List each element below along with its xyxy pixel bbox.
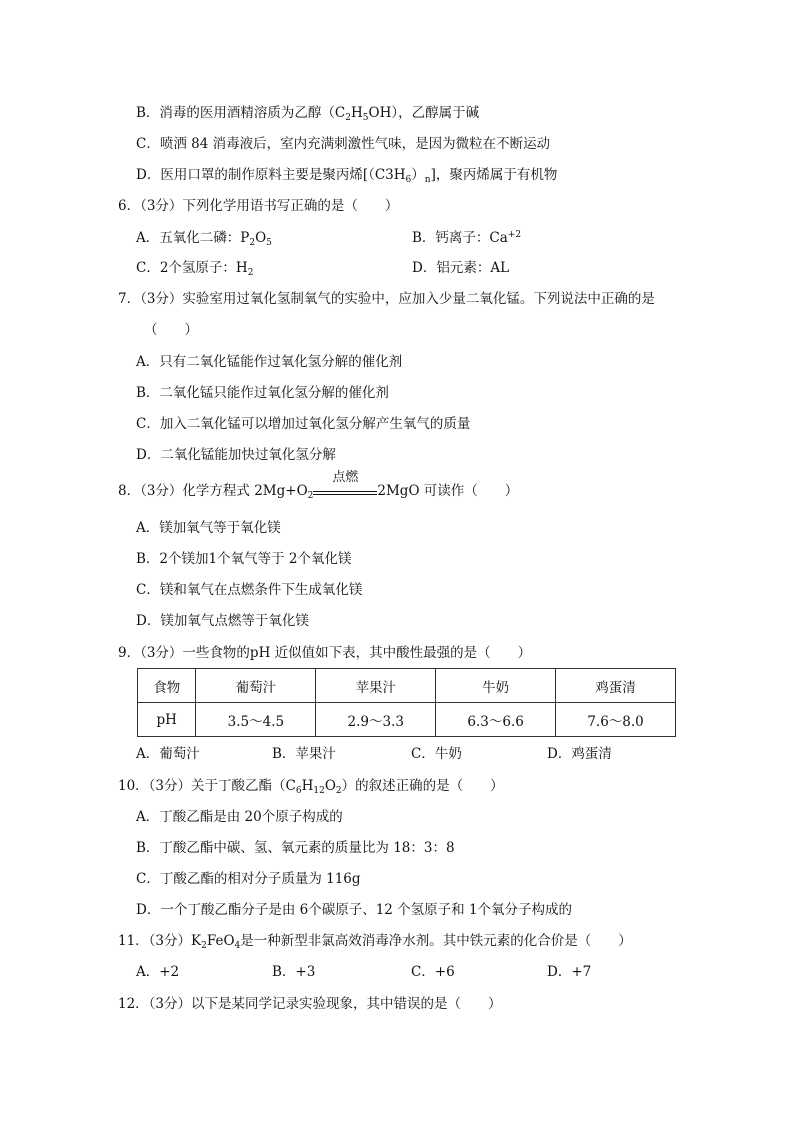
table-cell: pH [138, 703, 196, 737]
q11-option-c: C．+6 [411, 964, 455, 980]
q10-option-a: A．丁酸乙酯是由 20个原子构成的 [136, 809, 343, 825]
table-cell: 3.5～4.5 [196, 703, 316, 737]
q5-option-b-text: B．消毒的医用酒精溶质为乙醇（C [136, 105, 346, 121]
q9-option-b: B．苹果汁 [272, 746, 336, 762]
q8-option-d: D．镁加氧气点燃等于氧化镁 [136, 613, 309, 629]
q8-option-b: B．2个镁加1个氧气等于 2个氧化镁 [136, 551, 352, 567]
q9-stem: 9．（3分）一些食物的pH 近似值如下表，其中酸性最强的是（ ） [118, 645, 532, 661]
q10-option-b: B．丁酸乙酯中碳、氢、氧元素的质量比为 18：3：8 [136, 840, 455, 856]
q7-option-b: B．二氧化锰只能作过氧化氢分解的催化剂 [136, 385, 389, 401]
q11-stem-text: 是一种新型非氯高效消毒净水剂。其中铁元素的化合价是（ ） [240, 933, 632, 949]
table-cell: 2.9～3.3 [316, 703, 436, 737]
q8-stem [118, 470, 519, 501]
table-cell: 6.3～6.6 [436, 703, 556, 737]
q5-option-d-text: ） [411, 167, 425, 183]
subscript: 12 [313, 786, 325, 796]
q7-stem-continuation: （ ） [144, 322, 198, 338]
q6-option-c [136, 258, 253, 278]
subscript: 2 [345, 113, 351, 123]
q5-option-d-text: D．医用口罩的制作原料主要是聚丙烯[（C3H [136, 167, 406, 183]
subscript: 2 [247, 268, 254, 278]
q6-option-b [412, 228, 521, 248]
subscript: 4 [234, 941, 241, 951]
q7-option-c: C．加入二氧化锰可以增加过氧化氢分解产生氧气的质量 [136, 416, 471, 432]
q6-option-a-text: A．五氧化二磷：P [136, 230, 250, 246]
table-header-cell: 苹果汁 [316, 669, 436, 703]
q10-stem-text: 10．（3分）关于丁酸乙酯（C [118, 778, 296, 794]
q6-option-a-text: O [255, 230, 267, 246]
q7-option-a: A．只有二氧化锰能作过氧化氢分解的催化剂 [136, 354, 403, 370]
q6-option-c-text: C．2个氢原子：H [136, 260, 248, 276]
equals-bar [313, 491, 377, 492]
table-row [138, 669, 676, 703]
q8-stem-text: 8．（3分）化学方程式 2Mg+O [118, 483, 308, 499]
subscript: 5 [266, 238, 272, 248]
q9-option-a: A．葡萄汁 [136, 746, 200, 762]
subscript: n [424, 175, 431, 185]
q5-option-b [136, 103, 479, 123]
subscript: 2 [249, 238, 256, 248]
table-cell: 7.6～8.0 [556, 703, 676, 737]
table-header-cell: 牛奶 [436, 669, 556, 703]
q8-stem-text: 2MgO 可读作（ ） [377, 483, 519, 499]
subscript: 5 [362, 113, 369, 123]
equals-bar [313, 494, 377, 495]
q5-option-d [136, 165, 557, 185]
q10-stem [118, 776, 504, 796]
q5-option-c: C．喷洒 84 消毒液后，室内充满刺激性气味，是因为微粒在不断运动 [136, 136, 551, 152]
table-header-cell: 鸡蛋清 [556, 669, 676, 703]
q11-option-b: B．+3 [272, 964, 316, 980]
q8-option-a: A．镁加氧气等于氧化镁 [136, 520, 281, 536]
subscript: 2 [307, 491, 314, 501]
table-header-cell: 食物 [138, 669, 196, 703]
table-header-cell: 葡萄汁 [196, 669, 316, 703]
subscript: 6 [295, 786, 302, 796]
q11-stem [118, 931, 632, 951]
q10-option-c: C．丁酸乙酯的相对分子质量为 116g [136, 871, 361, 887]
q6-option-d: D．铝元素：AL [412, 260, 510, 276]
q12-stem: 12．（3分）以下是某同学记录实验现象，其中错误的是（ ） [118, 996, 502, 1012]
q5-option-b-text: H [350, 105, 363, 121]
q7-option-d: D．二氧化锰能加快过氧化氢分解 [136, 447, 336, 463]
q8-option-c: C．镁和氧气在点燃条件下生成氧化镁 [136, 582, 363, 598]
ph-table [137, 668, 676, 737]
subscript: 6 [405, 175, 412, 185]
q11-option-d: D．+7 [547, 964, 592, 980]
q10-stem-text: ）的叙述正确的是（ ） [341, 778, 504, 794]
q10-stem-text: H [301, 778, 314, 794]
subscript: 2 [201, 941, 207, 951]
q6-stem: 6．（3分）下列化学用语书写正确的是（ ） [118, 198, 399, 214]
superscript: +2 [507, 230, 522, 240]
q11-stem-text: FeO [206, 933, 235, 949]
subscript: 2 [335, 786, 342, 796]
q11-option-a: A．+2 [136, 964, 180, 980]
q7-stem: 7．（3分）实验室用过氧化氢制氧气的实验中，应加入少量二氧化锰。下列说法中正确的是 [118, 291, 655, 307]
q6-option-b-text: B．钙离子：Ca [412, 230, 508, 246]
q6-option-a [136, 228, 272, 248]
q9-option-c: C．牛奶 [411, 746, 462, 762]
q5-option-d-text: ]，聚丙烯属于有机物 [430, 167, 558, 183]
reaction-condition-label: 点燃 [332, 470, 359, 485]
q11-stem-text: 11．（3分）K [118, 933, 202, 949]
table-row [138, 703, 676, 737]
q10-stem-text: O [324, 778, 336, 794]
q5-option-b-text: OH），乙醇属于碱 [368, 105, 480, 121]
q10-option-d: D．一个丁酸乙酯分子是由 6个碳原子、12 个氢原子和 1个氧分子构成的 [136, 902, 573, 918]
reaction-condition [313, 470, 377, 501]
q9-option-d: D．鸡蛋清 [547, 746, 612, 762]
